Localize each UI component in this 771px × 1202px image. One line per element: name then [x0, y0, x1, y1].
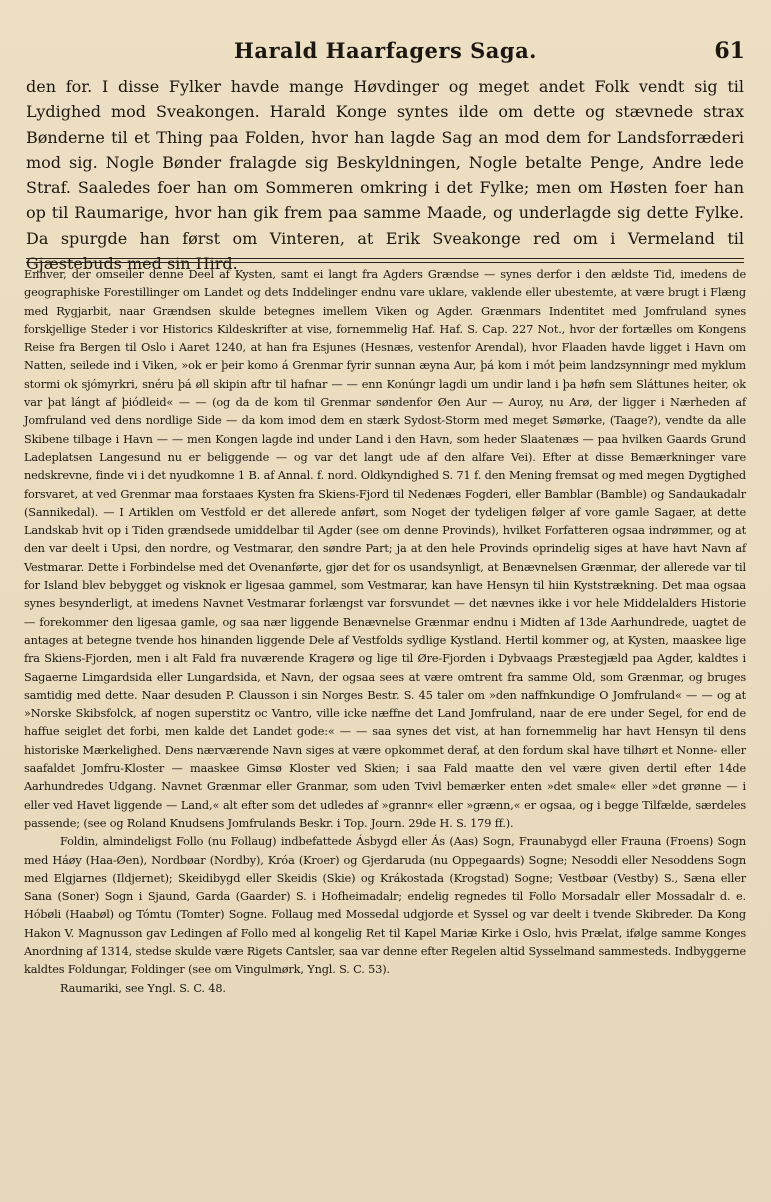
footnote-paragraph-grenmar: Enhver, der omseiler denne Deel af Kysten, samt ei langt fra Agders Grændse — synes derfor i den ældste Tid, imedens de geographiske Forestillinger om Landet og dets Inddelinger endnu vare uklare, vaklende eller ubestemte, at være brugt i Flæng med Rygjarbit, naar Grændsen skulde betegnes imellem Viken og Agder. Grænmars Indentitet med Jomfruland synes forskjellige Steder i vor Historics Kildeskrifter at vise, fornemmelig Haf. Haf. S. Cap. 227 Not., hvor der fortælles om Kongens Reise fra Bergen til Oslo i Aaret 1240, at han fra Esjunes (Hesnæs, vestenfor Arendal), hvor Flaaden havde ligget i Havn om Natten, seilede ind i Viken, »ok er þeir komo á Grenmar fyrir sunnan æyna Aur, þá kom i mót þeim landzsynningr med myklum stormi ok sjómyrkri, snéru þá øll skipin aftr til hafnar — — enn Konúngr lagdi um undir land i þa høfn sem Sláttunes heiter, ok var þat lángt af þiódleid« — — (og da de kom til Grenmar søndenfor Øen Aur — Auroy, nu Arø, der ligger i Nærheden af Jomfruland ved dens nordlige Side — da kom imod dem en stærk Sydost-Storm med meget Sømørke, (Taage?), vendte da alle Skibene tilbage i Havn — — men Kongen lagde ind under Land i den Havn, som heder Slaatenæs — paa hvilken Gaards Grund Ladeplatsen Langesund nu er beliggende — og var det langt ude af den alfare Vei). Efter at disse Bemærkninger vare nedskrevne, finde vi i det nyudkomne 1 B. af Annal. f. nord. Oldkyndighed S. 71 f. den Mening fremsat og med megen Dygtighed forsvaret, at ved Grenmar maa forstaaes Kysten fra Skiens-Fjord til Nedenæs Fogderi, eller Bamblar (Bamble) og Sandaukadalr (Sannikedal). — I Artiklen om Vestfold er det allerede anført, som Noget der tydeligen følger af vore gamle Sagaer, at dette Landskab hvit op i Tiden grændsede umiddelbar til Agder (see om denne Provinds), hvilket Forfatteren ogsaa indrømmer, og at den var deelt i Upsi, den nordre, og Vestmarar, den søndre Part; ja at den hele Provinds oprindelig siges at have havt Navn af Vestmarar. Dette i Forbindelse med det Ovenanførte, gjør det for os usandsynligt, at Benævnelsen Grænmar, der allerede var til for Island blev bebygget og visknok er ligesaa gammel, som Vestmarar, kan have Hensyn til hiin Kyststrækning. Det maa ogsaa synes besynderligt, at imedens Navnet Vestmarar forlængst var forsvundet — det nævnes ikke i vor hele Middelalders Historie — forekommer den ligesaa gamle, og saa nær liggende Benævnelse Grænmar endnu i Midten af 13de Aarhundrede, uagtet de antages at betegne tvende hos hinanden liggende Dele af Vestfolds sydlige Kystland. Hertil kommer og, at Kysten, maaskee lige fra Skiens-Fjorden, men i alt Fald fra nuværende Kragerø og lige til Øre-Fjorden i Dybvaags Præstegjæld paa Agder, kaldtes i Sagaerne Limgardsida eller Lungardsida, et Navn, der ogsaa sees at være omtrent fra samme Old, som Grænmar, og bruges samtidig med dette. Naar desuden P. Clausson i sin Norges Bestr. S. 45 taler om »den naffnkundige O Jomfruland« — — og at »Norske Skibsfolck, af nogen superstitz oc Vantro, ville icke næffne det Land Jomfruland, naar de ere under Segel, for end de haffue seiglet det forbi, men kalde det Landet gode:« — — saa synes det vist, at han fornemmelig har havt Hensyn til dens historiske Mærkelighed. Dens nærværende Navn siges at være opkommet deraf, at den fordum skal have tilhørt et Nonne- eller saafaldet Jomfru-Kloster — maaskee Gimsø Kloster ved Skien; i saa Fald maatte den vel være given dertil efter 14de Aarhundredes Udgang. Navnet Grænmar eller Granmar, som uden Tvivl bemærker enten »det smale« eller »det grønne — i eller ved Havet liggende — Land,« alt efter som det udledes af »grannr« eller »grænn,« er ogsaa, og i begge Tilfælde, særdeles passende; (see og Roland Knudsens Jomfrulands Beskr. i Top. Journ. 29de H. S. 179 ff.).: [24, 268, 746, 830]
page-header: [24, 38, 747, 70]
running-title: Harald Haarfagers Saga.: [234, 38, 537, 63]
page-number: 61: [714, 38, 745, 64]
main-text-block: [26, 74, 744, 276]
footnote-paragraph-raumariki: Raumariki, see Yngl. S. C. 48.: [60, 981, 226, 995]
footnote-divider-top: [26, 258, 744, 259]
footnote-block: [24, 266, 746, 998]
footnote-divider-bottom: [26, 262, 744, 263]
main-paragraph: den for. I disse Fylker havde mange Høvdinger og meget andet Folk vendt sig til Lydighed mod Sveakongen. Harald Konge syntes ilde om dette og stævnede strax Bønderne til et Thing paa Folden, hvor han lagde Sag an mod dem for Landsforræderi mod sig. Nogle Bønder fralagde sig Beskyldningen, Nogle betalte Penge, Andre lede Straf. Saaledes foer han om Sommeren omkring i det Fylke; men om Høsten foer han op til Raumarige, hvor han gik frem paa samme Maade, og underlagde sig dette Fylke. Da spurgde han først om Vinteren, at Erik Sveakonge red om i Vermeland til Gjæstebuds med sin Hird.: [26, 77, 744, 274]
footnote-paragraph-foldin: Foldin, almindeligst Follo (nu Follaug) indbefattede Ásbygd eller Ás (Aas) Sogn, Fraunabygd eller Frauna (Froens) Sogn med Háøy (Haa-Øen), Nordbøar (Nordby), Króa (Kroer) og Gjerdaruda (nu Oppegaards) Sogne; Nesoddi eller Nesoddens Sogn med Elgjarnes (Ildjernet); Skeidibygd eller Skeidis (Skie) og Krákostada (Krogstad) Sogne; Vestbøar (Vestby) S., Sæna eller Sana (Soner) Sogn i Sjaund, Garda (Gaarder) S. i Hofheimadalr; endelig regnedes til Follo Morsadalr eller Mossadalr d. e. Hóbøli (Haabøl) og Tómtu (Tomter) Sogne. Follaug med Mossedal udgjorde et Syssel og var deelt i tvende Skibreder. Da Kong Hakon V. Magnusson gav Ledingen af Follo med al kongelig Ret til Kapel Mariæ Kirke i Oslo, hvis Prælat, ifølge samme Konges Anordning af 1314, stedse skulde være Rigets Cantsler, saa var denne efter Regelen altid Sysselmand sammesteds. Indbyggerne kaldtes Foldungar, Foldinger (see om Vingulmørk, Yngl. S. C. 53).: [24, 835, 746, 977]
